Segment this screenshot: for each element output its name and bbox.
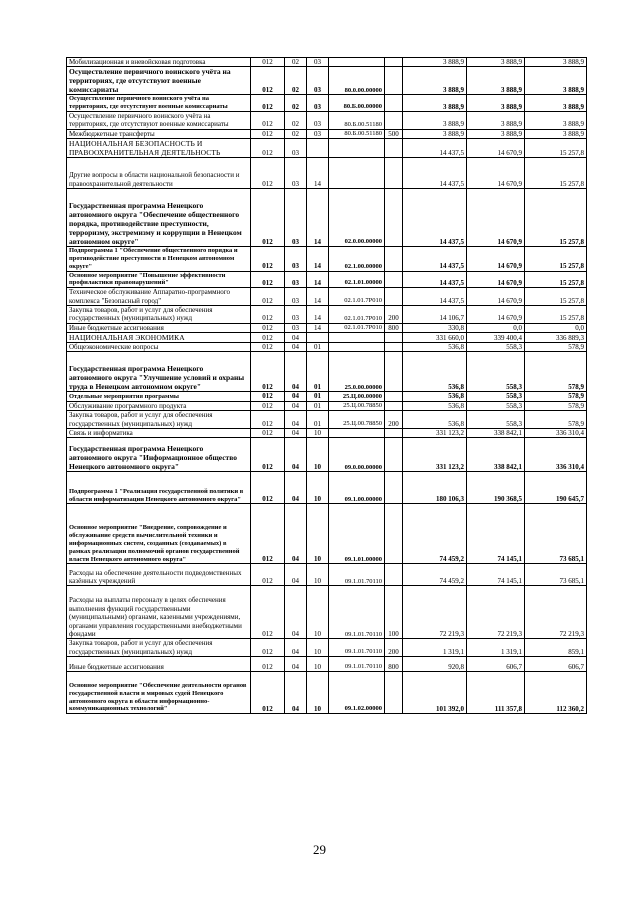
row-amount-year3: 15 257,8 [525,247,587,271]
row-section-code: 04 [285,438,307,472]
row-amount-year1: 331 123,2 [403,429,467,438]
row-amount-year2: 338 842,1 [467,429,525,438]
table-row [67,95,587,112]
row-expense-type [385,271,403,288]
row-amount-year1: 14 437,5 [403,139,467,158]
row-target-article: 09.1.01.70110 [329,639,385,657]
table-row [67,352,587,392]
row-amount-year3: 336 889,3 [525,333,587,343]
row-target-article: 02.1.00.00000 [329,247,385,271]
row-name: Мобилизационная и вневойсковая подготовка [67,58,251,67]
row-admin-code: 012 [251,411,285,429]
row-amount-year3: 0,0 [525,323,587,332]
row-subsection-code: 01 [307,392,329,401]
row-target-article: 02.0.00.00000 [329,189,385,247]
row-target-article: 09.1.01.00000 [329,504,385,564]
row-admin-code: 012 [251,401,285,410]
row-subsection-code: 10 [307,504,329,564]
row-subsection-code: 01 [307,401,329,410]
row-section-code: 04 [285,343,307,352]
row-amount-year2: 14 670,9 [467,247,525,271]
row-expense-type [385,438,403,472]
row-subsection-code [307,333,329,343]
row-amount-year3: 336 310,4 [525,429,587,438]
table-row [67,657,587,672]
row-target-article: 09.0.00.00000 [329,438,385,472]
row-expense-type: 200 [385,411,403,429]
row-amount-year3: 73 685,1 [525,504,587,564]
row-subsection-code: 14 [307,305,329,323]
row-target-article [329,333,385,343]
row-section-code: 03 [285,305,307,323]
row-subsection-code: 10 [307,438,329,472]
row-section-code: 04 [285,411,307,429]
row-subsection-code: 10 [307,586,329,639]
row-section-code: 04 [285,472,307,504]
row-name: Основное мероприятие "Повышение эффективности профилактики правонарушений" [67,271,251,288]
table-row [67,58,587,67]
row-amount-year3: 3 888,9 [525,95,587,112]
row-amount-year2: 14 670,9 [467,305,525,323]
row-amount-year2: 14 670,9 [467,158,525,189]
row-name: Общеэкономические вопросы [67,343,251,352]
row-subsection-code [307,139,329,158]
row-amount-year2: 14 670,9 [467,288,525,306]
row-amount-year1: 536,8 [403,411,467,429]
row-amount-year2: 3 888,9 [467,58,525,67]
row-section-code: 04 [285,672,307,714]
row-amount-year2: 74 145,1 [467,504,525,564]
row-name: Основное мероприятие "Обеспечение деятельности органов государственной власти и мировых судей Ненецкого автономного округа в области информационно-коммуникационных технологий" [67,672,251,714]
row-amount-year3: 3 888,9 [525,129,587,138]
row-name: Иные бюджетные ассигнования [67,657,251,672]
row-subsection-code: 10 [307,639,329,657]
table-row [67,392,587,401]
row-amount-year2: 339 400,4 [467,333,525,343]
row-name: НАЦИОНАЛЬНАЯ БЕЗОПАСНОСТЬ И ПРАВООХРАНИТЕЛЬНАЯ ДЕЯТЕЛЬНОСТЬ [67,139,251,158]
row-target-article: 02.1.01.7Р010 [329,305,385,323]
row-section-code: 04 [285,401,307,410]
row-subsection-code: 10 [307,564,329,586]
table-row [67,139,587,158]
row-admin-code: 012 [251,129,285,138]
row-amount-year2: 72 219,3 [467,586,525,639]
row-admin-code: 012 [251,305,285,323]
table-row [67,564,587,586]
table-row [67,67,587,95]
row-amount-year1: 14 437,5 [403,288,467,306]
row-target-article: 25.Ц.00.78850 [329,401,385,410]
row-name: Другие вопросы в области национальной безопасности и правоохранительной деятельности [67,158,251,189]
row-name: Расходы на обеспечение деятельности подведомственных казённых учреждений [67,564,251,586]
row-name: Государственная программа Ненецкого автономного округа "Информационное общество Ненецкого автономного округа" [67,438,251,472]
row-subsection-code: 01 [307,352,329,392]
row-amount-year1: 74 459,2 [403,564,467,586]
row-subsection-code: 10 [307,472,329,504]
row-admin-code: 012 [251,323,285,332]
row-expense-type [385,189,403,247]
row-subsection-code: 14 [307,323,329,332]
row-expense-type [385,429,403,438]
row-section-code: 04 [285,564,307,586]
row-admin-code: 012 [251,639,285,657]
row-amount-year1: 14 437,5 [403,271,467,288]
table-row [67,333,587,343]
row-name: Межбюджетные трансферты [67,129,251,138]
row-subsection-code: 03 [307,129,329,138]
row-target-article: 80.Б.00.00000 [329,95,385,112]
row-subsection-code: 14 [307,247,329,271]
table-row [67,411,587,429]
row-amount-year3: 578,9 [525,343,587,352]
row-admin-code: 012 [251,95,285,112]
row-amount-year1: 72 219,3 [403,586,467,639]
row-section-code: 04 [285,639,307,657]
row-amount-year3: 578,9 [525,411,587,429]
row-target-article: 02.1.01.7Р010 [329,323,385,332]
row-target-article: 80.Б.00.51180 [329,129,385,138]
row-target-article: 02.1.01.7Р010 [329,288,385,306]
row-admin-code: 012 [251,189,285,247]
table-row [67,247,587,271]
row-admin-code: 012 [251,472,285,504]
row-admin-code: 012 [251,586,285,639]
row-expense-type [385,392,403,401]
row-section-code: 03 [285,271,307,288]
row-amount-year1: 3 888,9 [403,111,467,129]
row-expense-type [385,58,403,67]
row-subsection-code: 01 [307,343,329,352]
row-admin-code: 012 [251,288,285,306]
row-amount-year1: 331 123,2 [403,438,467,472]
row-subsection-code: 14 [307,271,329,288]
row-admin-code: 012 [251,504,285,564]
row-subsection-code: 03 [307,111,329,129]
row-amount-year3: 112 360,2 [525,672,587,714]
row-name: Закупка товаров, работ и услуг для обеспечения государственных (муниципальных) нужд [67,411,251,429]
row-name: Расходы на выплаты персоналу в целях обеспечения выполнения функций государственными (муниципальными) органами, казенными учреждениями, органами управления государственными внебюджетными фондами [67,586,251,639]
row-section-code: 03 [285,158,307,189]
row-admin-code: 012 [251,58,285,67]
row-admin-code: 012 [251,564,285,586]
row-expense-type [385,288,403,306]
row-section-code: 04 [285,392,307,401]
row-admin-code: 012 [251,352,285,392]
row-target-article: 09.1.01.70110 [329,657,385,672]
row-expense-type [385,472,403,504]
row-name: Осуществление первичного воинского учёта на территориях, где отсутствуют военные комиссариаты [67,111,251,129]
row-amount-year1: 1 319,1 [403,639,467,657]
row-amount-year3: 606,7 [525,657,587,672]
table-row [67,158,587,189]
row-name: Техническое обслуживание Аппаратно-программного комплекса "Безопасный город" [67,288,251,306]
page-number: 29 [313,842,326,857]
row-amount-year1: 180 106,3 [403,472,467,504]
row-subsection-code: 03 [307,67,329,95]
row-amount-year2: 3 888,9 [467,111,525,129]
row-section-code: 04 [285,429,307,438]
row-admin-code: 012 [251,111,285,129]
table-row [67,504,587,564]
row-amount-year1: 14 437,5 [403,158,467,189]
row-amount-year2: 3 888,9 [467,129,525,138]
row-amount-year3: 15 257,8 [525,139,587,158]
table-row [67,271,587,288]
row-name: Осуществление первичного воинского учёта на территориях, где отсутствуют военные комиссариаты [67,67,251,95]
table-row [67,111,587,129]
row-amount-year3: 3 888,9 [525,111,587,129]
row-amount-year2: 74 145,1 [467,564,525,586]
row-admin-code: 012 [251,139,285,158]
table-row [67,129,587,138]
row-target-article: 02.1.01.00000 [329,271,385,288]
row-target-article: 09.1.00.00000 [329,472,385,504]
row-expense-type [385,564,403,586]
row-amount-year2: 3 888,9 [467,67,525,95]
row-expense-type: 100 [385,586,403,639]
row-amount-year2: 558,3 [467,352,525,392]
row-target-article: 25.Ц.00.78850 [329,411,385,429]
table-row [67,586,587,639]
row-admin-code: 012 [251,657,285,672]
row-target-article: 09.1.01.70110 [329,564,385,586]
row-name: НАЦИОНАЛЬНАЯ ЭКОНОМИКА [67,333,251,343]
row-amount-year1: 3 888,9 [403,129,467,138]
table-row [67,288,587,306]
row-amount-year2: 558,3 [467,401,525,410]
row-name: Подпрограмма 1 "Обеспечение общественного порядка и противодействие преступности в Ненецком автономном округе" [67,247,251,271]
row-amount-year3: 15 257,8 [525,271,587,288]
row-amount-year2: 3 888,9 [467,95,525,112]
row-expense-type [385,672,403,714]
row-amount-year2: 14 670,9 [467,271,525,288]
row-section-code: 04 [285,657,307,672]
row-subsection-code: 01 [307,411,329,429]
row-admin-code: 012 [251,343,285,352]
row-target-article [329,58,385,67]
row-section-code: 04 [285,586,307,639]
table-row [67,305,587,323]
row-amount-year2: 111 357,8 [467,672,525,714]
row-section-code: 02 [285,67,307,95]
row-amount-year3: 73 685,1 [525,564,587,586]
row-amount-year1: 14 437,5 [403,189,467,247]
row-amount-year2: 190 368,5 [467,472,525,504]
row-section-code: 03 [285,323,307,332]
table-row [67,639,587,657]
row-section-code: 02 [285,111,307,129]
row-admin-code: 012 [251,158,285,189]
row-target-article [329,429,385,438]
row-name: Связь и информатика [67,429,251,438]
row-subsection-code: 14 [307,288,329,306]
row-expense-type [385,247,403,271]
row-amount-year1: 330,8 [403,323,467,332]
row-amount-year3: 336 310,4 [525,438,587,472]
row-admin-code: 012 [251,429,285,438]
row-target-article [329,158,385,189]
row-expense-type [385,139,403,158]
row-target-article [329,139,385,158]
row-amount-year2: 1 319,1 [467,639,525,657]
row-name: Государственная программа Ненецкого автономного округа "Обеспечение общественного порядка, противодействие преступности, терроризму, экстремизму и коррупции в Ненецком автономном округе" [67,189,251,247]
row-section-code: 04 [285,352,307,392]
row-amount-year2: 558,3 [467,392,525,401]
row-expense-type: 500 [385,129,403,138]
row-amount-year2: 558,3 [467,411,525,429]
row-admin-code: 012 [251,247,285,271]
row-target-article: 25.Ц.00.00000 [329,392,385,401]
row-amount-year1: 536,8 [403,392,467,401]
row-name: Государственная программа Ненецкого автономного округа "Улучшение условий и охраны труда в Ненецком автономном округе" [67,352,251,392]
row-admin-code: 012 [251,438,285,472]
row-name: Осуществление первичного воинского учёта на территориях, где отсутствуют военные комиссариаты [67,95,251,112]
row-expense-type [385,401,403,410]
row-admin-code: 012 [251,392,285,401]
table-row [67,189,587,247]
row-expense-type [385,333,403,343]
row-expense-type [385,343,403,352]
row-expense-type: 200 [385,305,403,323]
row-amount-year1: 3 888,9 [403,95,467,112]
row-name: Основное мероприятие "Внедрение, сопровождение и обслуживание средств вычислительной техники и информационных систем, созданных (создаваемых) в рамках реализации полномочий органов государственной власти Ненецкого автономного округа" [67,504,251,564]
row-amount-year2: 14 670,9 [467,139,525,158]
row-subsection-code: 10 [307,429,329,438]
budget-table [66,57,587,714]
row-subsection-code: 14 [307,189,329,247]
row-amount-year3: 578,9 [525,352,587,392]
table-row [67,429,587,438]
row-expense-type [385,352,403,392]
row-amount-year3: 72 219,3 [525,586,587,639]
table-row [67,438,587,472]
row-section-code: 04 [285,333,307,343]
row-section-code: 02 [285,58,307,67]
row-target-article: 09.1.02.00000 [329,672,385,714]
row-expense-type [385,504,403,564]
table-row [67,323,587,332]
row-subsection-code: 03 [307,95,329,112]
row-expense-type [385,95,403,112]
row-amount-year1: 536,8 [403,401,467,410]
row-subsection-code: 14 [307,158,329,189]
row-section-code: 02 [285,95,307,112]
row-amount-year1: 3 888,9 [403,67,467,95]
row-amount-year3: 190 645,7 [525,472,587,504]
row-amount-year1: 14 106,7 [403,305,467,323]
row-amount-year3: 15 257,8 [525,288,587,306]
row-amount-year1: 331 660,0 [403,333,467,343]
row-amount-year3: 15 257,8 [525,158,587,189]
row-section-code: 03 [285,139,307,158]
row-amount-year2: 558,3 [467,343,525,352]
row-expense-type [385,111,403,129]
row-target-article: 09.1.01.70110 [329,586,385,639]
row-section-code: 03 [285,189,307,247]
table-row [67,672,587,714]
row-subsection-code: 10 [307,672,329,714]
row-subsection-code: 10 [307,657,329,672]
row-name: Иные бюджетные ассигнования [67,323,251,332]
row-expense-type: 200 [385,639,403,657]
row-target-article: 80.Б.00.51180 [329,111,385,129]
row-amount-year3: 3 888,9 [525,67,587,95]
row-target-article: 80.0.00.00000 [329,67,385,95]
row-amount-year1: 920,8 [403,657,467,672]
row-amount-year3: 3 888,9 [525,58,587,67]
row-admin-code: 012 [251,67,285,95]
row-name: Обслуживание программного продукта [67,401,251,410]
row-section-code: 03 [285,247,307,271]
row-section-code: 04 [285,504,307,564]
row-expense-type [385,67,403,95]
row-amount-year2: 606,7 [467,657,525,672]
row-amount-year3: 15 257,8 [525,189,587,247]
row-amount-year1: 536,8 [403,343,467,352]
row-amount-year3: 859,1 [525,639,587,657]
row-name: Закупка товаров, работ и услуг для обеспечения государственных (муниципальных) нужд [67,305,251,323]
row-amount-year3: 15 257,8 [525,305,587,323]
row-expense-type: 800 [385,323,403,332]
row-name: Закупка товаров, работ и услуг для обеспечения государственных (муниципальных) нужд [67,639,251,657]
row-expense-type: 800 [385,657,403,672]
row-amount-year1: 74 459,2 [403,504,467,564]
row-amount-year2: 0,0 [467,323,525,332]
row-amount-year1: 14 437,5 [403,247,467,271]
row-name: Отдельные мероприятия программы [67,392,251,401]
row-target-article [329,343,385,352]
row-target-article: 25.0.00.00000 [329,352,385,392]
row-amount-year2: 14 670,9 [467,189,525,247]
row-name: Подпрограмма 1 "Реализация государственной политики в области информатизации Ненецкого автономного округа" [67,472,251,504]
table-row [67,343,587,352]
table-row [67,401,587,410]
row-amount-year1: 101 392,0 [403,672,467,714]
table-row [67,472,587,504]
row-amount-year2: 338 842,1 [467,438,525,472]
row-subsection-code: 03 [307,58,329,67]
row-expense-type [385,158,403,189]
row-admin-code: 012 [251,672,285,714]
row-amount-year1: 536,8 [403,352,467,392]
row-amount-year3: 578,9 [525,401,587,410]
row-admin-code: 012 [251,333,285,343]
row-amount-year3: 578,9 [525,392,587,401]
row-section-code: 02 [285,129,307,138]
row-section-code: 03 [285,288,307,306]
row-admin-code: 012 [251,271,285,288]
row-amount-year1: 3 888,9 [403,58,467,67]
